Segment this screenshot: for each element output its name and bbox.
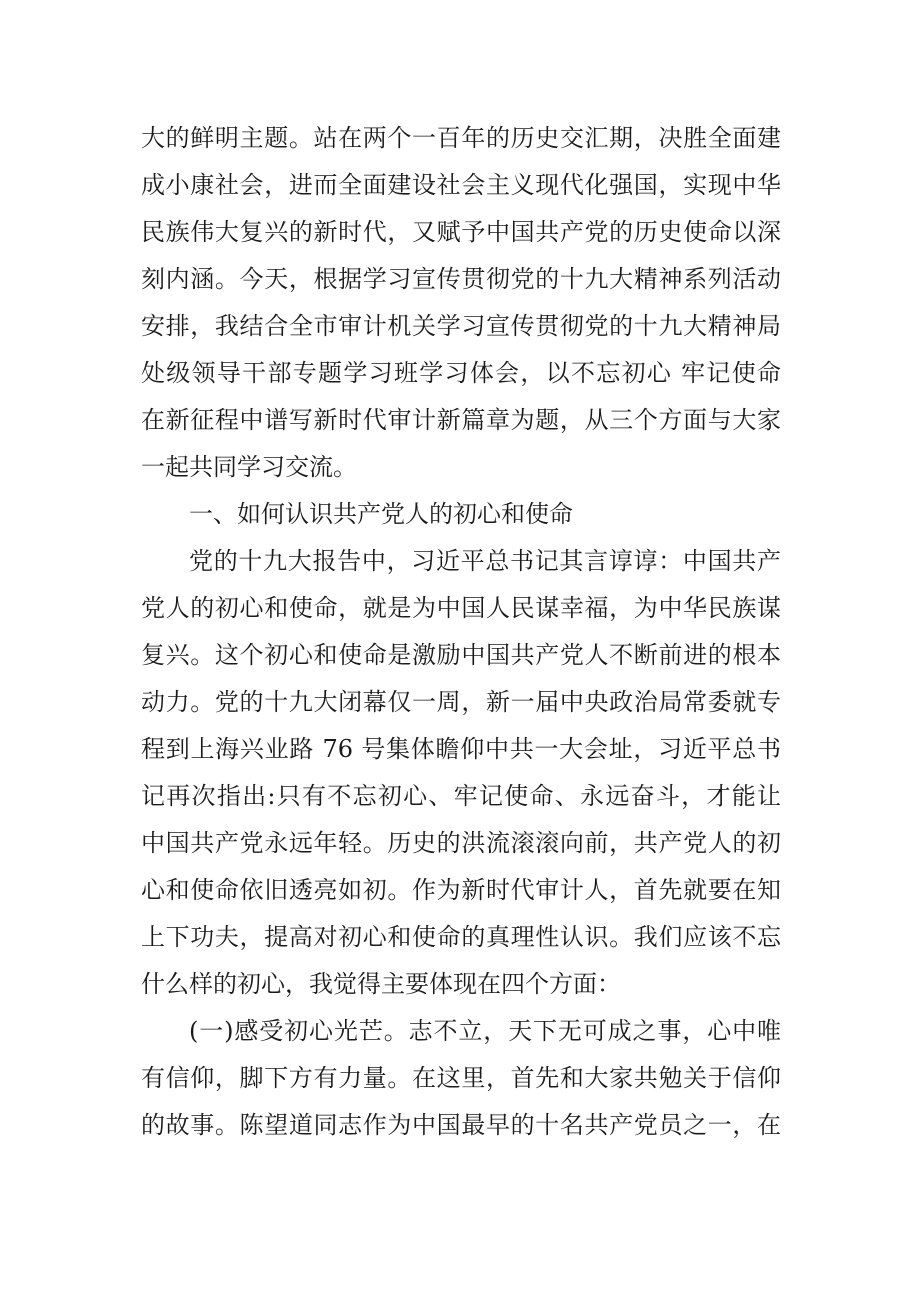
text-line: 安排，我结合全市审计机关学习宣传贯彻党的十九大精神局 bbox=[141, 312, 781, 340]
text-line: 党人的初心和使命，就是为中国人民谋幸福，为中华民族谋 bbox=[141, 594, 781, 622]
text-line: 一起共同学习交流。 bbox=[141, 453, 357, 481]
document-body bbox=[141, 115, 781, 1149]
text-line: 心和使命依旧透亮如初。作为新时代审计人，首先就要在知 bbox=[141, 876, 781, 904]
text-line: (一)感受初心光芒。志不立，天下无可成之事，心中唯 bbox=[189, 1017, 781, 1045]
text-line: 大的鲜明主题。站在两个一百年的历史交汇期，决胜全面建 bbox=[141, 124, 781, 152]
text-line: 刻内涵。今天，根据学习宣传贯彻党的十九大精神系列活动 bbox=[141, 265, 781, 293]
text-line: 程到上海兴业路 76 号集体瞻仰中共一大会址，习近平总书 bbox=[141, 735, 781, 763]
text-line: 党的十九大报告中，习近平总书记其言谆谆：中国共产 bbox=[189, 547, 781, 575]
text-line: 处级领导干部专题学习班学习体会，以不忘初心 牢记使命 bbox=[141, 359, 781, 387]
text-line: 的故事。陈望道同志作为中国最早的十名共产党员之一，在 bbox=[141, 1111, 781, 1139]
text-line: 在新征程中谱写新时代审计新篇章为题，从三个方面与大家 bbox=[141, 406, 781, 434]
text-line: 记再次指出:只有不忘初心、牢记使命、永远奋斗，才能让 bbox=[141, 782, 781, 810]
text-line: 一、如何认识共产党人的初心和使命 bbox=[189, 500, 573, 528]
text-line: 成小康社会，进而全面建设社会主义现代化强国，实现中华 bbox=[141, 171, 781, 199]
text-line: 动力。党的十九大闭幕仅一周，新一届中央政治局常委就专 bbox=[141, 688, 781, 716]
text-line: 什么样的初心，我觉得主要体现在四个方面： bbox=[141, 970, 621, 998]
text-line: 上下功夫，提高对初心和使命的真理性认识。我们应该不忘 bbox=[141, 923, 781, 951]
text-line: 复兴。这个初心和使命是激励中国共产党人不断前进的根本 bbox=[141, 641, 781, 669]
text-line: 中国共产党永远年轻。历史的洪流滚滚向前，共产党人的初 bbox=[141, 829, 781, 857]
text-line: 民族伟大复兴的新时代，又赋予中国共产党的历史使命以深 bbox=[141, 218, 781, 246]
text-line: 有信仰，脚下方有力量。在这里，首先和大家共勉关于信仰 bbox=[141, 1064, 781, 1092]
